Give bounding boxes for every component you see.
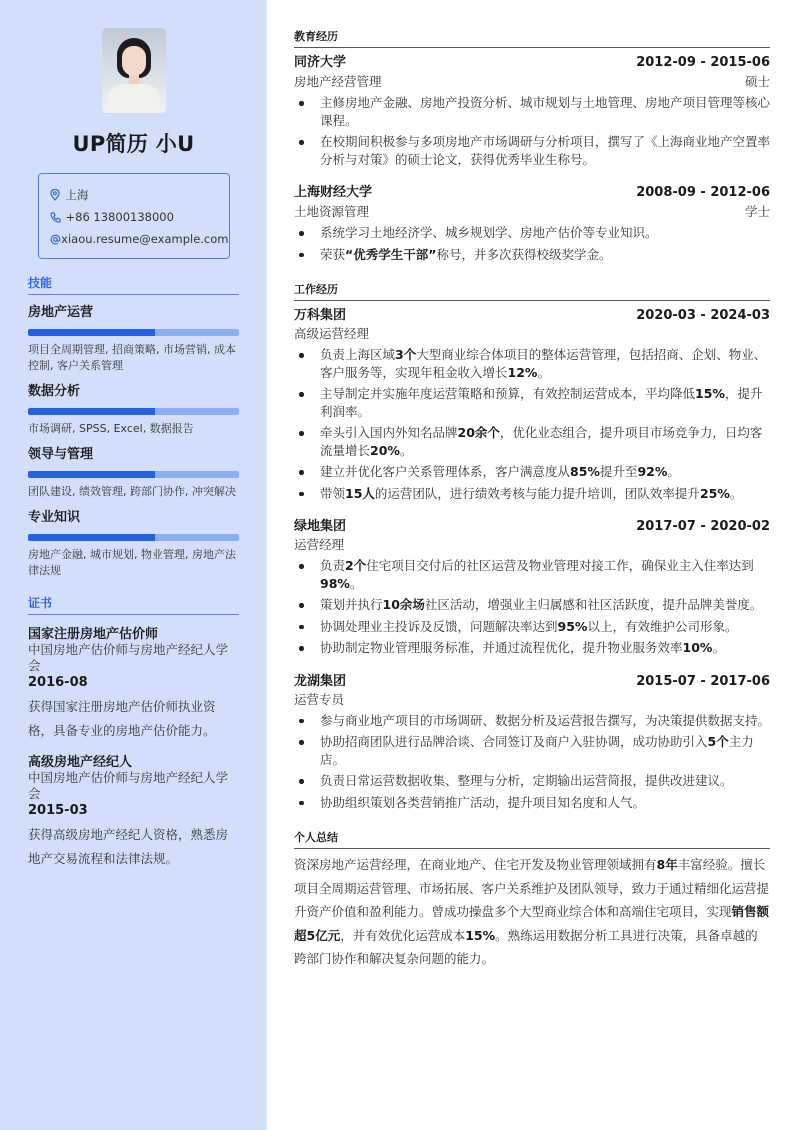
skill-name: 房地产运营 xyxy=(28,305,94,320)
work-date: 2017-07 - 2020-02 xyxy=(636,519,770,534)
skill-item xyxy=(28,443,239,500)
certificate-name: 高级房地产经纪人 xyxy=(28,755,133,770)
bullet-item: 在校期间积极参与多项房地产市场调研与分析项目，撰写了《上海商业地产空置率分析与对策》的硕士论文，获得优秀毕业生称号。 xyxy=(294,133,770,168)
education-entry xyxy=(294,54,770,168)
contact-email xyxy=(50,228,229,250)
certificate-desc: 获得高级房地产经纪人资格，熟悉房地产交易流程和法律法规。 xyxy=(28,827,229,866)
job-title: 运营专员 xyxy=(294,691,345,707)
company-name: 万科集团 xyxy=(294,308,347,323)
at-sign-icon xyxy=(50,234,62,245)
degree: 硕士 xyxy=(744,74,770,89)
skill-level-bar xyxy=(28,534,239,541)
company-name: 绿地集团 xyxy=(294,519,347,534)
skill-item xyxy=(28,506,239,579)
school-name: 上海财经大学 xyxy=(294,185,373,200)
bullet-item: 荣获“优秀学生干部”称号，并多次获得校级奖学金。 xyxy=(294,246,770,264)
work-bullets xyxy=(294,346,770,502)
skill-item xyxy=(28,301,239,374)
certificates-heading: 证书 xyxy=(28,594,239,615)
education-bullets xyxy=(294,94,770,168)
work-entry xyxy=(294,673,770,812)
summary-heading: 个人总结 xyxy=(294,829,770,849)
major: 房地产经营管理 xyxy=(294,74,382,89)
skill-item xyxy=(28,380,239,437)
bullet-item: 牵头引入国内外知名品牌20余个，优化业态组合，提升项目市场竞争力，日均客流量增长20%。 xyxy=(294,424,770,459)
skill-desc: 市场调研, SPSS, Excel, 数据报告 xyxy=(28,422,194,435)
work-entry xyxy=(294,307,770,502)
certificate-issuer: 中国房地产估价师与房地产经纪人学会 xyxy=(28,642,229,673)
bullet-item: 系统学习土地经济学、城乡规划学、房地产估价等专业知识。 xyxy=(294,224,770,242)
phone-text[interactable]: +86 13800138000 xyxy=(65,210,174,224)
degree: 学士 xyxy=(744,204,770,219)
skills-list xyxy=(28,301,239,579)
job-title: 高级运营经理 xyxy=(294,326,370,341)
map-pin-icon xyxy=(50,189,66,201)
certificate-desc: 获得国家注册房地产估价师执业资格，具备专业的房地产估价能力。 xyxy=(28,699,216,738)
contact-box xyxy=(38,173,230,259)
contact-phone xyxy=(50,206,229,228)
education-date: 2012-09 - 2015-06 xyxy=(636,55,770,70)
skill-desc: 团队建设, 绩效管理, 跨部门协作, 冲突解决 xyxy=(28,485,236,498)
bullet-item: 策划并执行10余场社区活动，增强业主归属感和社区活跃度，提升品牌美誉度。 xyxy=(294,596,770,614)
skill-desc: 项目全周期管理, 招商策略, 市场营销, 成本控制, 客户关系管理 xyxy=(28,343,236,372)
certificate-name: 国家注册房地产估价师 xyxy=(28,627,159,642)
bullet-item: 负责2个住宅项目交付后的社区运营及物业管理对接工作，确保业主入住率达到98%。 xyxy=(294,557,770,592)
skills-heading: 技能 xyxy=(28,274,239,295)
bullet-item: 主修房地产金融、房地产投资分析、城市规划与土地管理、房地产项目管理等核心课程。 xyxy=(294,94,770,129)
education-heading: 教育经历 xyxy=(294,28,770,48)
certificate-issuer: 中国房地产估价师与房地产经纪人学会 xyxy=(28,770,229,801)
skill-name: 专业知识 xyxy=(28,510,81,525)
work-bullets xyxy=(294,557,770,657)
bullet-item: 协助招商团队进行品牌洽谈、合同签订及商户入驻协调，成功协助引入5个主力店。 xyxy=(294,733,770,768)
school-name: 同济大学 xyxy=(294,55,347,70)
bullet-item: 协助制定物业管理服务标准，并通过流程优化，提升物业服务效率10%。 xyxy=(294,639,770,657)
bullet-item: 协调处理业主投诉及反馈，问题解决率达到95%以上，有效维护公司形象。 xyxy=(294,618,770,636)
company-name: 龙湖集团 xyxy=(294,673,347,689)
skill-desc: 房地产金融, 城市规划, 物业管理, 房地产法律法规 xyxy=(28,548,236,577)
certificate-date: 2016-08 xyxy=(28,675,88,690)
work-date: 2015-07 - 2017-06 xyxy=(636,673,770,689)
skill-level-bar xyxy=(28,471,239,478)
phone-icon xyxy=(50,212,66,223)
certificate-date: 2015-03 xyxy=(28,803,88,818)
major: 土地资源管理 xyxy=(294,204,370,219)
bullet-item: 主导制定并实施年度运营策略和预算，有效控制运营成本，平均降低15%，提升利润率。 xyxy=(294,385,770,420)
job-title: 运营经理 xyxy=(294,537,345,552)
work-heading: 工作经历 xyxy=(294,281,770,301)
work-date: 2020-03 - 2024-03 xyxy=(636,308,770,323)
skill-level-bar xyxy=(28,408,239,415)
skill-level-bar xyxy=(28,329,239,336)
work-bullets xyxy=(294,712,770,812)
bullet-item: 建立并优化客户关系管理体系，客户满意度从85%提升至92%。 xyxy=(294,463,770,481)
contact-location xyxy=(50,184,229,206)
location-text: 上海 xyxy=(65,188,89,202)
education-bullets xyxy=(294,224,770,263)
certificate-list xyxy=(28,623,239,871)
certificate-item xyxy=(28,623,239,743)
certificate-item xyxy=(28,751,239,871)
education-date: 2008-09 - 2012-06 xyxy=(636,185,770,200)
candidate-name: UP简历 小U xyxy=(72,132,195,156)
main-content xyxy=(267,0,799,1130)
skill-name: 数据分析 xyxy=(28,384,81,399)
summary-text: 资深房地产运营经理，在商业地产、住宅开发及物业管理领域拥有8年丰富经验。擅长项目全周期运营管理、市场拓展、客户关系维护及团队领导，致力于通过精细化运营提升资产价值和盈利能力。曾成功操盘多个大型商业综合体和高端住宅项目，实现销售额超5亿元，并有效优化运营成本15%。熟练运用数据分析工具进行决策，具备卓越的跨部门协作和解决复杂问题的能力。 xyxy=(294,857,770,966)
skill-name: 领导与管理 xyxy=(28,447,94,462)
education-entry xyxy=(294,184,770,263)
email-text[interactable]: xiaou.resume@example.com xyxy=(61,232,229,246)
bullet-item: 协助组织策划各类营销推广活动，提升项目知名度和人气。 xyxy=(294,794,770,812)
work-entry xyxy=(294,518,770,657)
bullet-item: 带领15人的运营团队，进行绩效考核与能力提升培训，团队效率提升25%。 xyxy=(294,485,770,503)
bullet-item: 参与商业地产项目的市场调研、数据分析及运营报告撰写，为决策提供数据支持。 xyxy=(294,712,770,730)
sidebar xyxy=(0,0,267,1130)
bullet-item: 负责上海区域3个大型商业综合体项目的整体运营管理，包括招商、企划、物业、客户服务等，实现年租金收入增长12%。 xyxy=(294,346,770,381)
bullet-item: 负责日常运营数据收集、整理与分析，定期输出运营简报，提供改进建议。 xyxy=(294,772,770,790)
profile-photo xyxy=(102,28,166,113)
